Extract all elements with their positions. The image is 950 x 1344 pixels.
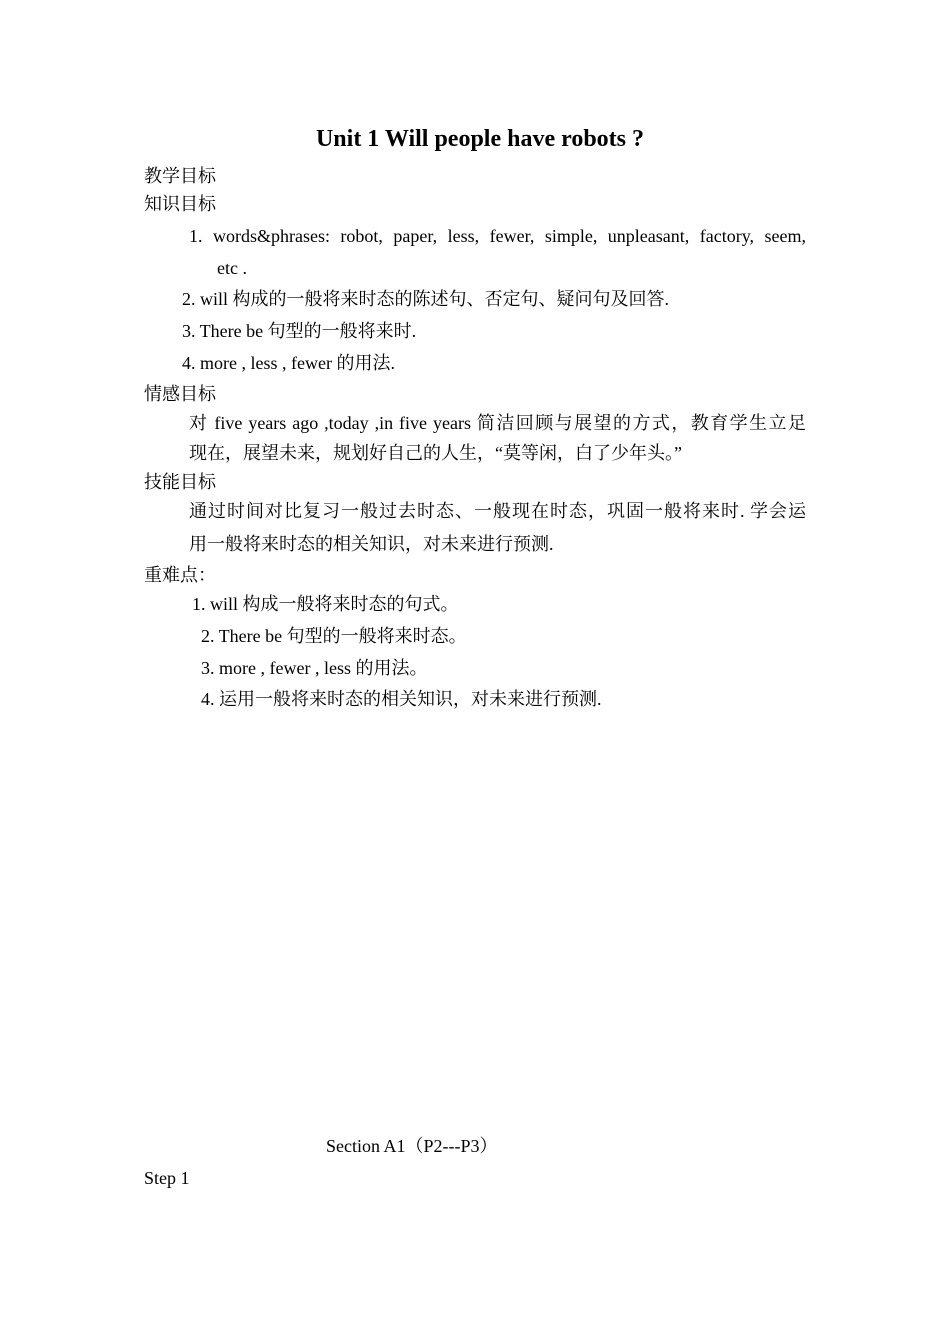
knowledge-item-3: 3. There be 句型的一般将来时. (182, 321, 417, 341)
key-item-1: 1. will 构成一般将来时态的句式。 (192, 594, 459, 614)
key-item-4: 4. 运用一般将来时态的相关知识，对未来进行预测. (201, 689, 602, 709)
emotion-line-1: 对 five years ago ,today ,in five years 简洁回顾与展望的方式，教育学生立足 (189, 413, 806, 433)
skill-line-2: 用一般将来时态的相关知识，对未来进行预测. (189, 534, 554, 554)
heading-key-points: 重难点： (144, 565, 216, 585)
skill-line-1: 通过时间对比复习一般过去时态、一般现在时态，巩固一般将来时. 学会运 (189, 501, 806, 521)
key-item-2: 2. There be 句型的一般将来时态。 (201, 626, 467, 646)
heading-knowledge-goals: 知识目标 (144, 194, 216, 214)
step-label: Step 1 (144, 1168, 190, 1188)
knowledge-item-2: 2. will 构成的一般将来时态的陈述句、否定句、疑问句及回答. (182, 289, 669, 309)
knowledge-item-1-cont: etc . (217, 258, 247, 278)
page-title: Unit 1 Will people have robots ? (315, 126, 645, 152)
knowledge-item-1: 1. words&phrases: robot, paper, less, fewer, simple, unpleasant, factory, seem, (189, 226, 806, 246)
section-label: Section A1（P2---P3） (326, 1136, 498, 1156)
knowledge-item-4: 4. more , less , fewer 的用法. (182, 353, 395, 373)
heading-skill-goals: 技能目标 (144, 472, 216, 492)
key-item-3: 3. more , fewer , less 的用法。 (201, 658, 428, 678)
heading-emotion-goals: 情感目标 (144, 384, 216, 404)
heading-teaching-goals: 教学目标 (144, 166, 216, 186)
emotion-line-2: 现在，展望未来，规划好自己的人生，“莫等闲，白了少年头。” (189, 443, 682, 463)
